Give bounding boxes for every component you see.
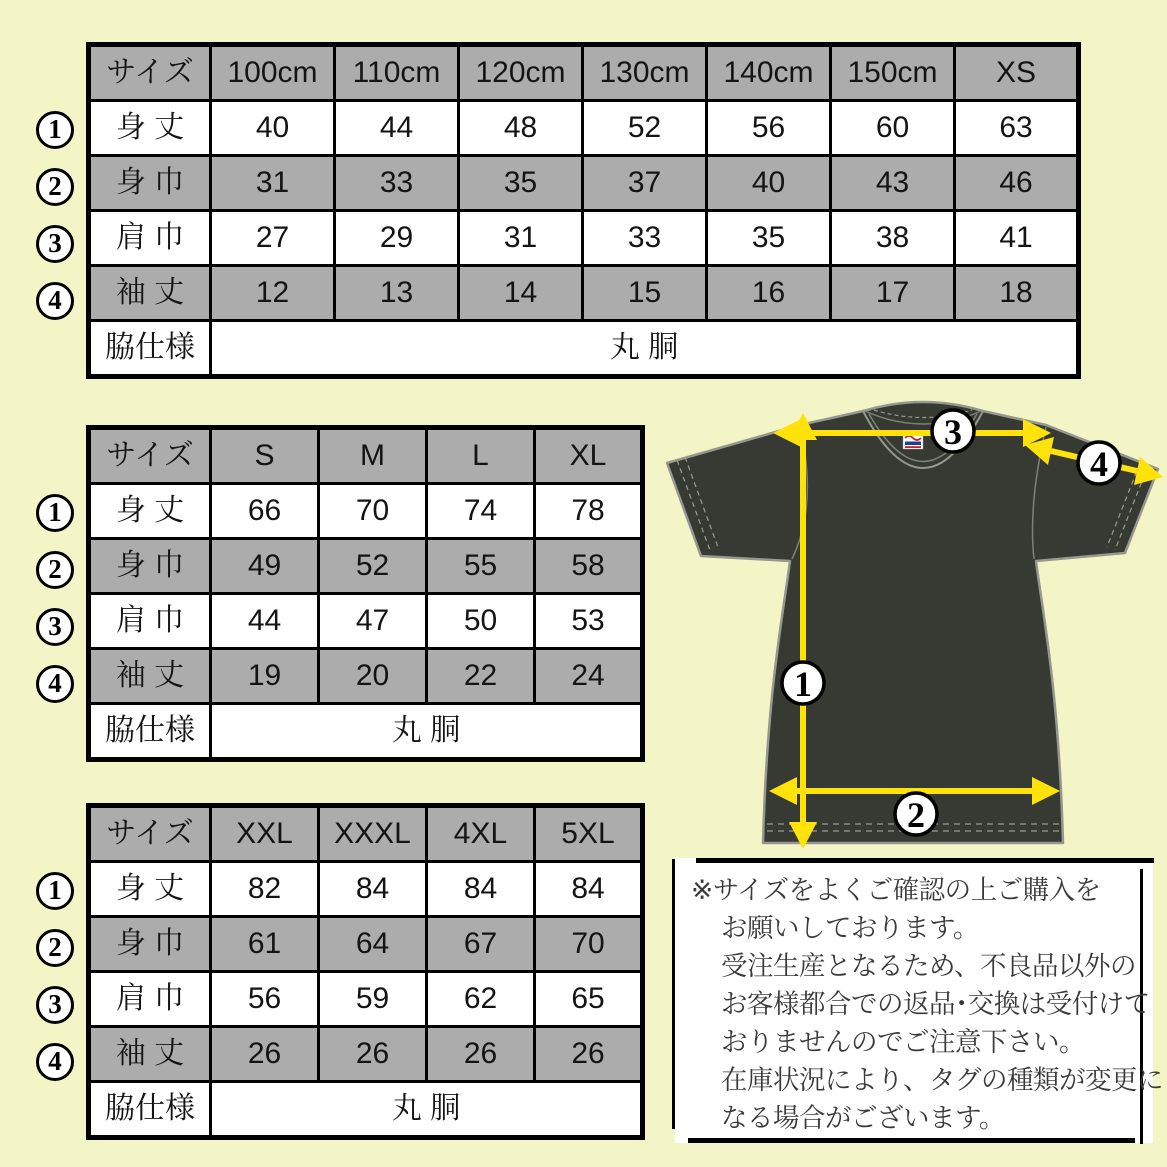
measure-value: 26 xyxy=(211,1027,319,1082)
kids-size-table xyxy=(48,42,1081,379)
measure-label: 身 巾 xyxy=(89,539,211,594)
measure-value: 38 xyxy=(831,211,955,266)
row-number-badge-1: 1 xyxy=(36,111,74,149)
measure-value: 65 xyxy=(535,972,643,1027)
measure-value: 12 xyxy=(211,266,335,321)
row-number-badge-3: 3 xyxy=(36,225,74,263)
size-table-grid xyxy=(86,425,645,762)
measure-label: 肩 巾 xyxy=(89,594,211,649)
measure-value: 41 xyxy=(955,211,1079,266)
measure-value: 78 xyxy=(535,484,643,539)
marker-3-number: 3 xyxy=(944,412,962,452)
size-column-130cm: 130cm xyxy=(583,45,707,101)
measure-value: 40 xyxy=(211,101,335,156)
measure-value: 14 xyxy=(459,266,583,321)
note-line-6: 在庫状況により、タグの種類が変更に xyxy=(721,1065,1163,1095)
measure-value: 60 xyxy=(831,101,955,156)
measure-value: 26 xyxy=(535,1027,643,1082)
measure-label: 身 丈 xyxy=(89,484,211,539)
marker-1 xyxy=(782,662,824,704)
measure-value: 35 xyxy=(459,156,583,211)
measure-value: 84 xyxy=(427,862,535,917)
measure-value: 70 xyxy=(535,917,643,972)
size-column-150cm: 150cm xyxy=(831,45,955,101)
marker-3 xyxy=(932,410,974,452)
row-number-badge-1: 1 xyxy=(36,872,74,910)
measure-label: 袖 丈 xyxy=(89,266,211,321)
measure-value: 52 xyxy=(583,101,707,156)
measure-label: 身 巾 xyxy=(89,156,211,211)
measure-value: 43 xyxy=(831,156,955,211)
measure-label: 袖 丈 xyxy=(89,1027,211,1082)
measure-label: 肩 巾 xyxy=(89,211,211,266)
measure-value: 52 xyxy=(319,539,427,594)
measure-value: 17 xyxy=(831,266,955,321)
size-header-label: サイズ xyxy=(89,45,211,101)
measure-value: 22 xyxy=(427,649,535,704)
measure-value: 29 xyxy=(335,211,459,266)
measure-value: 44 xyxy=(211,594,319,649)
row-number-badge-4: 4 xyxy=(36,1043,74,1081)
row-number-badge-2: 2 xyxy=(36,929,74,967)
row-number-badge-2: 2 xyxy=(36,551,74,589)
measure-value: 44 xyxy=(335,101,459,156)
measure-label: 身 丈 xyxy=(89,862,211,917)
measure-value: 67 xyxy=(427,917,535,972)
size-column-XXXL: XXXL xyxy=(319,806,427,862)
measure-value: 40 xyxy=(707,156,831,211)
measure-value: 37 xyxy=(583,156,707,211)
note-line-4: お客様都合での返品･交換は受付けて xyxy=(721,989,1150,1019)
measure-value: 19 xyxy=(211,649,319,704)
measure-value: 16 xyxy=(707,266,831,321)
measure-value: 47 xyxy=(319,594,427,649)
row-number-badge-1: 1 xyxy=(36,494,74,532)
measure-value: 59 xyxy=(319,972,427,1027)
size-column-4XL: 4XL xyxy=(427,806,535,862)
measure-value: 61 xyxy=(211,917,319,972)
note-border-bottom xyxy=(688,1138,1135,1143)
footer-value: 丸 胴 xyxy=(211,1082,643,1138)
size-column-M: M xyxy=(319,428,427,484)
footer-label: 脇仕様 xyxy=(89,1082,211,1138)
measure-value: 82 xyxy=(211,862,319,917)
measure-value: 33 xyxy=(583,211,707,266)
measure-value: 31 xyxy=(211,156,335,211)
note-line-2: お願いしております。 xyxy=(721,913,979,943)
tshirt-measurement-diagram xyxy=(655,393,1167,863)
size-column-5XL: 5XL xyxy=(535,806,643,862)
size-column-L: L xyxy=(427,428,535,484)
marker-4-number: 4 xyxy=(1090,444,1108,484)
measure-value: 74 xyxy=(427,484,535,539)
measure-value: 58 xyxy=(535,539,643,594)
size-column-120cm: 120cm xyxy=(459,45,583,101)
size-header-label: サイズ xyxy=(89,428,211,484)
measure-value: 84 xyxy=(535,862,643,917)
footer-label: 脇仕様 xyxy=(89,321,211,377)
measure-value: 31 xyxy=(459,211,583,266)
size-column-XXL: XXL xyxy=(211,806,319,862)
marker-4 xyxy=(1078,442,1120,484)
measure-value: 13 xyxy=(335,266,459,321)
measure-label: 身 丈 xyxy=(89,101,211,156)
size-table-grid xyxy=(86,803,645,1140)
measure-value: 49 xyxy=(211,539,319,594)
measure-label: 肩 巾 xyxy=(89,972,211,1027)
measure-value: 62 xyxy=(427,972,535,1027)
row-number-badge-3: 3 xyxy=(36,608,74,646)
measure-value: 46 xyxy=(955,156,1079,211)
measure-value: 26 xyxy=(319,1027,427,1082)
size-column-140cm: 140cm xyxy=(707,45,831,101)
note-line-5: おりませんのでご注意下さい。 xyxy=(721,1027,1085,1057)
size-header-label: サイズ xyxy=(89,806,211,862)
size-column-XS: XS xyxy=(955,45,1079,101)
measure-value: 27 xyxy=(211,211,335,266)
note-line-7: なる場合がございます。 xyxy=(721,1103,1005,1133)
size-column-XL: XL xyxy=(535,428,643,484)
note-border-top xyxy=(696,858,1154,863)
footer-value: 丸 胴 xyxy=(211,704,643,760)
measure-value: 33 xyxy=(335,156,459,211)
measure-value: 84 xyxy=(319,862,427,917)
row-number-badge-4: 4 xyxy=(36,282,74,320)
measure-value: 66 xyxy=(211,484,319,539)
size-column-S: S xyxy=(211,428,319,484)
measure-value: 64 xyxy=(319,917,427,972)
measure-value: 48 xyxy=(459,101,583,156)
measure-label: 身 巾 xyxy=(89,917,211,972)
note-text xyxy=(675,871,1163,1137)
row-number-badge-4: 4 xyxy=(36,665,74,703)
size-column-100cm: 100cm xyxy=(211,45,335,101)
measure-value: 15 xyxy=(583,266,707,321)
measure-value: 53 xyxy=(535,594,643,649)
row-number-badge-2: 2 xyxy=(36,168,74,206)
measure-value: 50 xyxy=(427,594,535,649)
measure-value: 18 xyxy=(955,266,1079,321)
adult-size-table xyxy=(48,425,645,762)
row-number-badge-3: 3 xyxy=(36,986,74,1024)
measure-value: 70 xyxy=(319,484,427,539)
measure-value: 24 xyxy=(535,649,643,704)
measure-value: 20 xyxy=(319,649,427,704)
footer-label: 脇仕様 xyxy=(89,704,211,760)
measure-value: 35 xyxy=(707,211,831,266)
marker-2 xyxy=(895,793,937,835)
marker-2-number: 2 xyxy=(907,795,925,835)
marker-1-number: 1 xyxy=(794,664,812,704)
measure-value: 56 xyxy=(707,101,831,156)
measure-value: 56 xyxy=(211,972,319,1027)
measure-value: 63 xyxy=(955,101,1079,156)
footer-value: 丸 胴 xyxy=(211,321,1079,377)
note-line-3: 受注生産となるため、不良品以外の xyxy=(721,951,1136,981)
measure-label: 袖 丈 xyxy=(89,649,211,704)
size-column-110cm: 110cm xyxy=(335,45,459,101)
note-line-1: ※サイズをよくご確認の上ご購入を xyxy=(691,875,1101,905)
big-size-table xyxy=(48,803,645,1140)
size-table-grid xyxy=(86,42,1081,379)
measure-value: 55 xyxy=(427,539,535,594)
purchase-note-box xyxy=(675,858,1163,1143)
measure-value: 26 xyxy=(427,1027,535,1082)
